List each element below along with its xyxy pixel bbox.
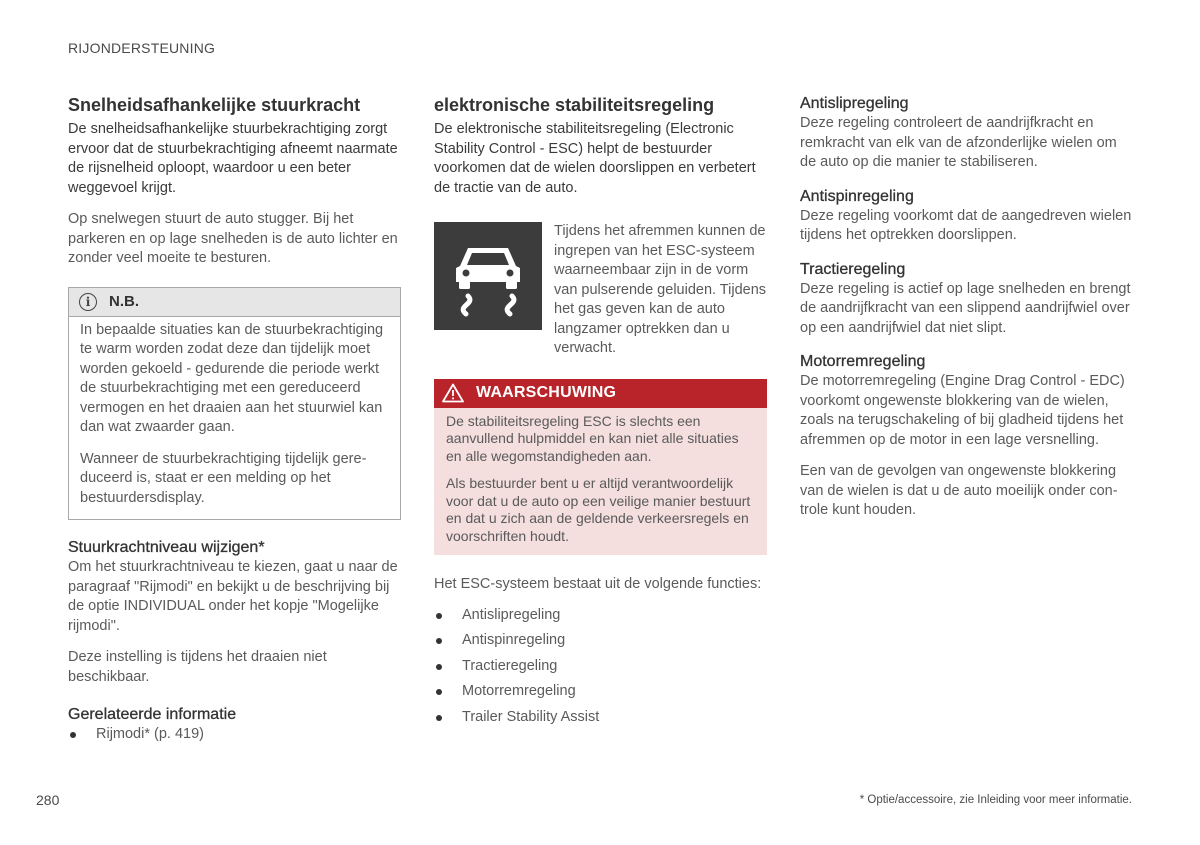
related-link-rijmodi[interactable]: Rijmodi* (p. 419) — [68, 725, 401, 744]
related-info-list — [68, 725, 401, 744]
steering-level-paragraph-1: Om het stuurkrachtniveau te kiezen, gaat u naar de paragraaf "Rijmodi" en bekijkt u de beschrijving bij de optie INDIVIDUAL onder het kopje "Mogelijke rijmodi". — [68, 559, 398, 634]
subheading-engine-drag: Motorremregeling — [800, 353, 926, 370]
warning-triangle-icon — [442, 383, 464, 403]
subheading-antislip: Antislipregeling — [800, 95, 909, 112]
list-item: Antispinregeling — [434, 628, 767, 654]
esc-icon-row — [434, 222, 767, 359]
subheading-traction: Tractieregeling — [800, 260, 906, 278]
note-box — [68, 287, 401, 521]
warning-box — [434, 379, 767, 556]
column-esc — [434, 94, 767, 730]
esc-icon-description: Tijdens het afremmen kunnen de ingrepen van het ESC-systeem waarneembaar zijn in de vorm van pulserende geluiden. Tijdens het gas geven kan de auto langzamer optrekken dan u verwacht. — [554, 223, 767, 356]
warning-paragraph-1: De stabiliteitsregeling ESC is slechts een aanvullend hulpmiddel en kan niet alle situaties en alle wegomstandigheden aan. — [446, 412, 739, 464]
subheading-related-info: Gerelateerde informatie — [68, 706, 237, 723]
running-header: RIJONDERSTEUNING — [68, 40, 216, 56]
esc-functions-list — [434, 603, 767, 731]
column-steering — [68, 94, 401, 744]
note-body — [69, 317, 400, 520]
warning-title: WAARSCHUWING — [476, 384, 617, 401]
footnote: * Optie/accessoire, zie Inleiding voor meer informatie. — [859, 794, 1132, 806]
traction-text: Deze regeling is actief op lage snelheden en brengt de aandrijfkracht van een slippend aandrijfwiel over op een aandrijfwiel dat niet slipt. — [800, 280, 1131, 336]
warning-paragraph-2: Als bestuurder bent u er altijd verantwoordelijk voor dat u de auto op een veilige manier bestuurt en dat u zich aan de geldende verkeersregels en voorschriften houdt. — [446, 475, 751, 544]
esc-lead: De elektronische stabiliteitsregeling (Electronic Stability Control - ESC) helpt de bestuurder voorkomen dat de wielen doorslippen en verbetert de tractie van de auto. — [434, 121, 756, 196]
warning-body — [434, 408, 767, 556]
list-item: Trailer Stability Assist — [434, 705, 767, 731]
engine-drag-consequence: Een van de gevolgen van ongewenste blokkering van de wielen is dat u de auto moeilijk onder controle kunt houden. — [800, 463, 1118, 518]
list-item: Tractieregeling — [434, 654, 767, 680]
esc-functions-intro: Het ESC-systeem bestaat uit de volgende functies: — [434, 576, 762, 592]
page-number: 280 — [36, 792, 60, 808]
list-item: Antislipregeling — [434, 603, 767, 629]
column-esc-functions — [800, 94, 1133, 521]
steering-level-paragraph-2: Deze instelling is tijdens het draaien niet beschikbaar. — [68, 649, 327, 685]
subheading-steering-level: Stuurkrachtniveau wijzigen* — [68, 539, 265, 556]
antislip-text: Deze regeling controleert de aandrijfkracht en remkracht van elk van de afzonderlijke wielen om de auto op die manier te stabiliseren. — [800, 115, 1117, 170]
note-title: N.B. — [109, 293, 139, 310]
section-title-steering: Snelheidsafhankelijke stuurkracht — [68, 95, 361, 115]
list-item: Motorremregeling — [434, 679, 767, 705]
warning-header — [434, 379, 767, 408]
note-paragraph-1: In bepaalde situaties kan de stuurbekrachtiging te warm worden zodat deze dan tijdelijk moet worden gekoeld - gedurende die periode werkt de stuurbekrachtiging met een gereduceerd vermogen en het draaien aan het stuurwiel kan dan wat zwaarder gaan. — [80, 321, 384, 435]
subheading-antispin: Antispinregeling — [800, 187, 914, 205]
info-icon: i — [79, 293, 97, 311]
steering-lead: De snelheidsafhankelijke stuurbekrachtiging zorgt ervoor dat de stuurbekrachtiging afneemt naarmate de rijsnelheid oploopt, waardoor u een beter weggevoel krijgt. — [68, 121, 398, 196]
engine-drag-text: De motorremregeling (Engine Drag Control - EDC) voorkomt ongewenste blokkering van de wielen, zoals na terugschakeling of bij gladheid tijdens het afremmen op de motor in een lage versnelling. — [800, 373, 1125, 448]
section-title-esc: elektronische stabiliteitsregeling — [434, 95, 715, 115]
steering-paragraph: Op snelwegen stuurt de auto stugger. Bij het parkeren en op lage snelheden is de auto lichter en zonder veel moeite te besturen. — [68, 211, 398, 266]
esc-skid-car-icon — [434, 222, 542, 330]
esc-icon-text — [554, 222, 767, 359]
note-header — [69, 288, 400, 317]
note-paragraph-2: Wanneer de stuurbekrachtiging tijdelijk gereduceerd is, staat er een melding op het bestuurdersdisplay. — [80, 450, 367, 506]
antispin-text: Deze regeling voorkomt dat de aangedreven wielen tijdens het optrekken doorslippen. — [800, 207, 1132, 243]
